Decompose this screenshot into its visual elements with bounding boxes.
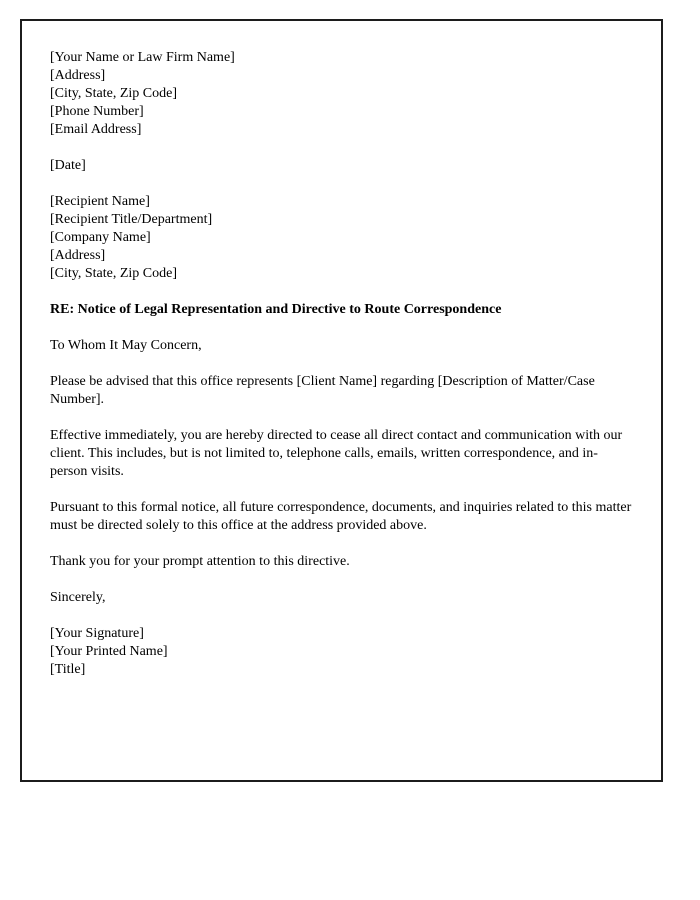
recipient-city-line: [City, State, Zip Code] (50, 266, 178, 281)
sender-email-line: [Email Address] (50, 122, 142, 137)
recipient-company-line: [Company Name] (50, 230, 151, 245)
sender-city-line: [City, State, Zip Code] (50, 86, 178, 101)
recipient-block (50, 193, 633, 283)
subject-line: RE: Notice of Legal Representation and Directive to Route Correspondence (50, 302, 502, 317)
sender-phone-line: [Phone Number] (50, 104, 144, 119)
signature-line: [Your Signature] (50, 626, 144, 641)
sender-name-line: [Your Name or Law Firm Name] (50, 50, 235, 65)
printed-name-line: [Your Printed Name] (50, 644, 168, 659)
salutation: To Whom It May Concern, (50, 338, 202, 353)
date-line: [Date] (50, 158, 86, 173)
recipient-name-line: [Recipient Name] (50, 194, 150, 209)
body-paragraph-4: Thank you for your prompt attention to this directive. (50, 554, 350, 569)
closing-line: Sincerely, (50, 590, 106, 605)
title-line: [Title] (50, 662, 86, 677)
letter-document (20, 19, 663, 782)
body-paragraph-1: Please be advised that this office represents [Client Name] regarding [Description of Matter/Case Number]. (50, 374, 595, 407)
sender-address-line: [Address] (50, 68, 106, 83)
signature-block (50, 625, 633, 679)
body-paragraph-3: Pursuant to this formal notice, all future correspondence, documents, and inquiries related to this matter must be directed solely to this office at the address provided above. (50, 500, 632, 533)
recipient-address-line: [Address] (50, 248, 106, 263)
sender-block (50, 49, 633, 139)
recipient-title-line: [Recipient Title/Department] (50, 212, 213, 227)
body-paragraph-2: Effective immediately, you are hereby directed to cease all direct contact and communication with our client. This includes, but is not limited to, telephone calls, emails, written correspondence, and in-person visits. (50, 428, 623, 479)
